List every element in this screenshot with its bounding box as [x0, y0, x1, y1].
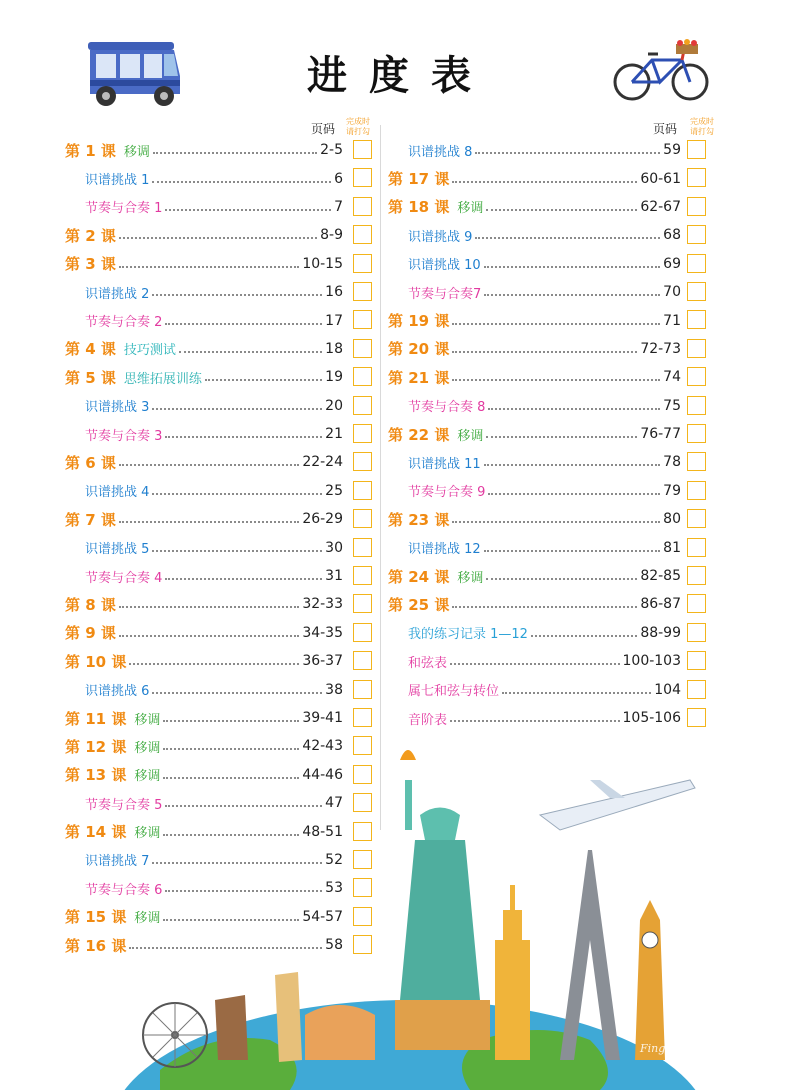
section-label: 移调 — [457, 570, 484, 586]
page-number: 39-41 — [302, 710, 343, 726]
dot-leader — [484, 464, 660, 466]
dot-leader — [205, 379, 322, 381]
completion-checkbox[interactable] — [353, 168, 372, 187]
page-number: 69 — [663, 255, 681, 272]
lesson-label: 第 1 课 — [65, 141, 116, 160]
section-label: 识谱挑战 12 — [408, 542, 481, 558]
completion-checkbox[interactable] — [353, 225, 372, 244]
completion-checkbox[interactable] — [353, 310, 372, 329]
dot-leader — [152, 181, 331, 183]
completion-checkbox[interactable] — [687, 197, 706, 216]
section-label: 节奏与合奏 2 — [85, 315, 163, 331]
dot-leader — [488, 408, 660, 410]
dot-leader — [486, 436, 637, 438]
page-number: 82-85 — [640, 568, 681, 585]
page-number: 100-103 — [622, 653, 681, 670]
dot-leader — [452, 323, 660, 325]
page-number: 53 — [325, 880, 343, 897]
section-label: 移调 — [457, 428, 484, 444]
lesson-label: 第 17 课 — [388, 170, 450, 189]
dot-leader — [153, 152, 317, 154]
progress-row — [388, 675, 681, 703]
dot-leader — [179, 351, 322, 353]
progress-row — [388, 448, 681, 476]
page-number: 75 — [663, 397, 681, 414]
page-number: 16 — [325, 284, 343, 301]
completion-checkbox[interactable] — [687, 254, 706, 273]
section-label: 节奏与合奏 4 — [85, 570, 163, 586]
page-number: 52 — [325, 851, 343, 868]
completion-checkbox[interactable] — [687, 140, 706, 159]
page-number: 18 — [325, 340, 343, 357]
completion-checkbox[interactable] — [353, 566, 372, 585]
section-label: 识谱挑战 10 — [408, 258, 481, 274]
section-label: 识谱挑战 1 — [85, 173, 150, 189]
check-header: 完成时请打勾 — [346, 117, 370, 136]
completion-checkbox[interactable] — [687, 367, 706, 386]
section-label: 识谱挑战 8 — [408, 144, 473, 160]
completion-checkbox[interactable] — [687, 424, 706, 443]
section-label: 音阶表 — [408, 712, 448, 728]
progress-row — [388, 533, 681, 561]
dot-leader — [163, 720, 299, 722]
progress-row — [65, 704, 343, 732]
dot-leader — [152, 493, 322, 495]
column-divider — [380, 125, 381, 830]
progress-row — [388, 221, 681, 249]
section-label: 节奏与合奏 1 — [85, 201, 163, 217]
completion-checkbox[interactable] — [687, 566, 706, 585]
completion-checkbox[interactable] — [353, 282, 372, 301]
section-label: 移调 — [134, 911, 161, 927]
progress-row — [388, 164, 681, 192]
page-number: 21 — [325, 426, 343, 443]
page-number: 31 — [325, 568, 343, 585]
progress-row — [65, 136, 343, 164]
page-number: 48-51 — [302, 823, 343, 840]
progress-row — [388, 647, 681, 675]
page-number: 86-87 — [640, 596, 681, 613]
page-number: 71 — [663, 312, 681, 329]
dot-leader — [486, 578, 637, 580]
page-number: 25 — [325, 482, 343, 499]
lesson-label: 第 7 课 — [65, 510, 116, 529]
progress-row — [65, 533, 343, 561]
section-label: 识谱挑战 7 — [85, 854, 150, 870]
lesson-label: 第 6 课 — [65, 453, 116, 472]
dot-leader — [165, 209, 331, 211]
check-header: 完成时请打勾 — [690, 117, 714, 136]
lesson-label: 第 19 课 — [388, 312, 450, 331]
completion-checkbox[interactable] — [353, 651, 372, 670]
section-label: 识谱挑战 3 — [85, 400, 150, 416]
page-number: 59 — [663, 142, 681, 159]
lesson-label: 第 11 课 — [65, 709, 127, 728]
page-number: 54-57 — [302, 908, 343, 925]
section-label: 移调 — [134, 712, 161, 728]
lesson-label: 第 20 课 — [388, 340, 450, 359]
dot-leader — [452, 606, 637, 608]
progress-row — [388, 477, 681, 505]
page-number-header: 页码 — [311, 122, 336, 136]
progress-row — [388, 505, 681, 533]
dot-leader — [165, 436, 322, 438]
section-label: 节奏与合奏 8 — [408, 400, 486, 416]
dot-leader — [152, 408, 322, 410]
completion-checkbox[interactable] — [353, 452, 372, 471]
progress-row — [65, 448, 343, 476]
lesson-label: 第 22 课 — [388, 425, 450, 444]
lesson-label: 第 2 课 — [65, 226, 116, 245]
brand-logo: Finger Smart — [640, 1042, 715, 1055]
page-number: 8-9 — [320, 227, 343, 244]
completion-checkbox[interactable] — [687, 651, 706, 670]
page-number: 42-43 — [302, 738, 343, 755]
page-number: 7 — [334, 198, 343, 215]
lesson-label: 第 3 课 — [65, 255, 116, 274]
progress-row — [65, 306, 343, 334]
progress-row — [388, 250, 681, 278]
dot-leader — [452, 521, 660, 523]
completion-checkbox[interactable] — [353, 623, 372, 642]
section-label: 我的练习记录 1—12 — [408, 627, 528, 643]
progress-row — [388, 335, 681, 363]
progress-row — [65, 505, 343, 533]
dot-leader — [484, 266, 660, 268]
completion-checkbox[interactable] — [687, 481, 706, 500]
dot-leader — [475, 152, 660, 154]
page-number: 80 — [663, 511, 681, 528]
completion-checkbox[interactable] — [353, 708, 372, 727]
progress-row — [65, 335, 343, 363]
progress-row — [65, 164, 343, 192]
lesson-label: 第 12 课 — [65, 737, 127, 756]
section-label: 技巧测试 — [123, 343, 176, 359]
page-number: 32-33 — [302, 596, 343, 613]
completion-checkbox[interactable] — [353, 424, 372, 443]
section-label: 节奏与合奏7 — [408, 286, 482, 302]
page-number: 79 — [663, 482, 681, 499]
lesson-label: 第 16 课 — [65, 936, 127, 955]
page-number-header: 页码 — [653, 122, 678, 136]
dot-leader — [152, 294, 322, 296]
page-number: 34-35 — [302, 624, 343, 641]
page-number: 22-24 — [302, 454, 343, 471]
section-label: 节奏与合奏 6 — [85, 882, 163, 898]
dot-leader — [152, 550, 322, 552]
section-label: 识谱挑战 5 — [85, 542, 150, 558]
page-number: 26-29 — [302, 511, 343, 528]
lesson-label: 第 9 课 — [65, 624, 116, 643]
dot-leader — [484, 294, 660, 296]
completion-checkbox[interactable] — [687, 452, 706, 471]
dot-leader — [119, 521, 299, 523]
dot-leader — [452, 351, 637, 353]
page-number: 58 — [325, 937, 343, 954]
section-label: 识谱挑战 11 — [408, 456, 481, 472]
progress-row — [388, 562, 681, 590]
page-number: 2-5 — [320, 142, 343, 159]
dot-leader — [165, 578, 322, 580]
dot-leader — [450, 720, 619, 722]
lesson-label: 第 13 课 — [65, 766, 127, 785]
page-number: 36-37 — [302, 653, 343, 670]
lesson-label: 第 15 课 — [65, 908, 127, 927]
completion-checkbox[interactable] — [687, 623, 706, 642]
page-number: 10-15 — [302, 255, 343, 272]
section-label: 识谱挑战 4 — [85, 485, 150, 501]
lesson-label: 第 8 课 — [65, 595, 116, 614]
page-number: 81 — [663, 539, 681, 556]
section-label: 节奏与合奏 5 — [85, 797, 163, 813]
bicycle-illustration — [612, 38, 710, 104]
progress-row — [65, 278, 343, 306]
progress-row — [388, 278, 681, 306]
completion-checkbox[interactable] — [687, 225, 706, 244]
page-number: 38 — [325, 681, 343, 698]
completion-checkbox[interactable] — [687, 282, 706, 301]
dot-leader — [502, 692, 651, 694]
completion-checkbox[interactable] — [353, 254, 372, 273]
dot-leader — [119, 266, 299, 268]
section-label: 移调 — [134, 740, 161, 756]
progress-row — [65, 477, 343, 505]
completion-checkbox[interactable] — [687, 538, 706, 557]
dot-leader — [531, 635, 637, 637]
section-label: 移调 — [134, 769, 161, 785]
progress-list-right — [388, 136, 681, 732]
completion-checkbox[interactable] — [353, 339, 372, 358]
dot-leader — [129, 663, 299, 665]
section-label: 节奏与合奏 9 — [408, 485, 486, 501]
page-number: 20 — [325, 397, 343, 414]
completion-checkbox[interactable] — [353, 481, 372, 500]
dot-leader — [119, 464, 299, 466]
page-number: 70 — [663, 284, 681, 301]
progress-row — [65, 420, 343, 448]
completion-checkbox[interactable] — [687, 339, 706, 358]
page-number: 105-106 — [622, 710, 681, 726]
page-number: 30 — [325, 539, 343, 556]
completion-checkbox[interactable] — [687, 168, 706, 187]
progress-row — [65, 647, 343, 675]
dot-leader — [152, 692, 322, 694]
progress-row — [388, 363, 681, 391]
lesson-label: 第 21 课 — [388, 368, 450, 387]
progress-row — [388, 193, 681, 221]
progress-row — [65, 363, 343, 391]
page-number: 19 — [325, 369, 343, 386]
page-number: 72-73 — [640, 340, 681, 357]
section-label: 和弦表 — [408, 655, 448, 671]
lesson-label: 第 4 课 — [65, 340, 116, 359]
dot-leader — [119, 635, 299, 637]
page-number: 76-77 — [640, 426, 681, 443]
section-label: 识谱挑战 6 — [85, 684, 150, 700]
progress-row — [65, 675, 343, 703]
section-label: 思维拓展训练 — [123, 371, 202, 387]
progress-row — [65, 250, 343, 278]
page-number: 74 — [663, 369, 681, 386]
page-number: 68 — [663, 227, 681, 244]
page-number: 44-46 — [302, 766, 343, 783]
completion-checkbox[interactable] — [687, 509, 706, 528]
completion-checkbox[interactable] — [687, 708, 706, 727]
progress-row — [65, 221, 343, 249]
lesson-label: 第 5 课 — [65, 368, 116, 387]
page-number: 88-99 — [640, 624, 681, 641]
lesson-label: 第 23 课 — [388, 510, 450, 529]
completion-checkbox[interactable] — [687, 310, 706, 329]
lesson-label: 第 10 课 — [65, 652, 127, 671]
completion-checkbox[interactable] — [353, 594, 372, 613]
completion-checkbox[interactable] — [353, 197, 372, 216]
completion-checkbox[interactable] — [353, 367, 372, 386]
tuk-tuk-illustration — [82, 36, 187, 108]
progress-row — [388, 306, 681, 334]
completion-checkbox[interactable] — [353, 538, 372, 557]
section-label: 识谱挑战 2 — [85, 286, 150, 302]
dot-leader — [475, 237, 660, 239]
page-number: 78 — [663, 454, 681, 471]
completion-checkbox[interactable] — [353, 509, 372, 528]
progress-row — [65, 619, 343, 647]
dot-leader — [452, 379, 660, 381]
lesson-label: 第 25 课 — [388, 595, 450, 614]
world-landmarks-illustration — [120, 740, 700, 1090]
progress-row — [388, 136, 681, 164]
completion-checkbox[interactable] — [687, 680, 706, 699]
completion-checkbox[interactable] — [687, 594, 706, 613]
progress-row — [65, 193, 343, 221]
section-label: 移调 — [134, 826, 161, 842]
progress-row — [388, 590, 681, 618]
completion-checkbox[interactable] — [353, 680, 372, 699]
progress-row — [388, 704, 681, 732]
section-label: 属七和弦与转位 — [408, 684, 500, 700]
progress-row — [388, 420, 681, 448]
section-label: 识谱挑战 9 — [408, 229, 473, 245]
completion-checkbox[interactable] — [687, 396, 706, 415]
progress-row — [65, 392, 343, 420]
section-label: 节奏与合奏 3 — [85, 428, 163, 444]
progress-row — [65, 562, 343, 590]
lesson-label: 第 18 课 — [388, 198, 450, 217]
page-title: 进度表 — [307, 53, 493, 99]
section-label: 移调 — [123, 144, 150, 160]
dot-leader — [119, 606, 299, 608]
section-label: 移调 — [457, 201, 484, 217]
page-number: 60-61 — [640, 170, 681, 187]
page-number: 17 — [325, 312, 343, 329]
progress-row — [65, 590, 343, 618]
dot-leader — [486, 209, 637, 211]
lesson-label: 第 24 课 — [388, 567, 450, 586]
dot-leader — [119, 237, 317, 239]
progress-row — [388, 619, 681, 647]
progress-row — [388, 392, 681, 420]
dot-leader — [450, 663, 619, 665]
page-number: 104 — [654, 681, 681, 698]
completion-checkbox[interactable] — [353, 396, 372, 415]
page-number: 6 — [334, 170, 343, 187]
dot-leader — [452, 181, 637, 183]
page-number: 47 — [325, 795, 343, 812]
completion-checkbox[interactable] — [353, 140, 372, 159]
dot-leader — [165, 323, 322, 325]
lesson-label: 第 14 课 — [65, 823, 127, 842]
dot-leader — [488, 493, 660, 495]
page-number: 62-67 — [640, 198, 681, 215]
dot-leader — [484, 550, 660, 552]
